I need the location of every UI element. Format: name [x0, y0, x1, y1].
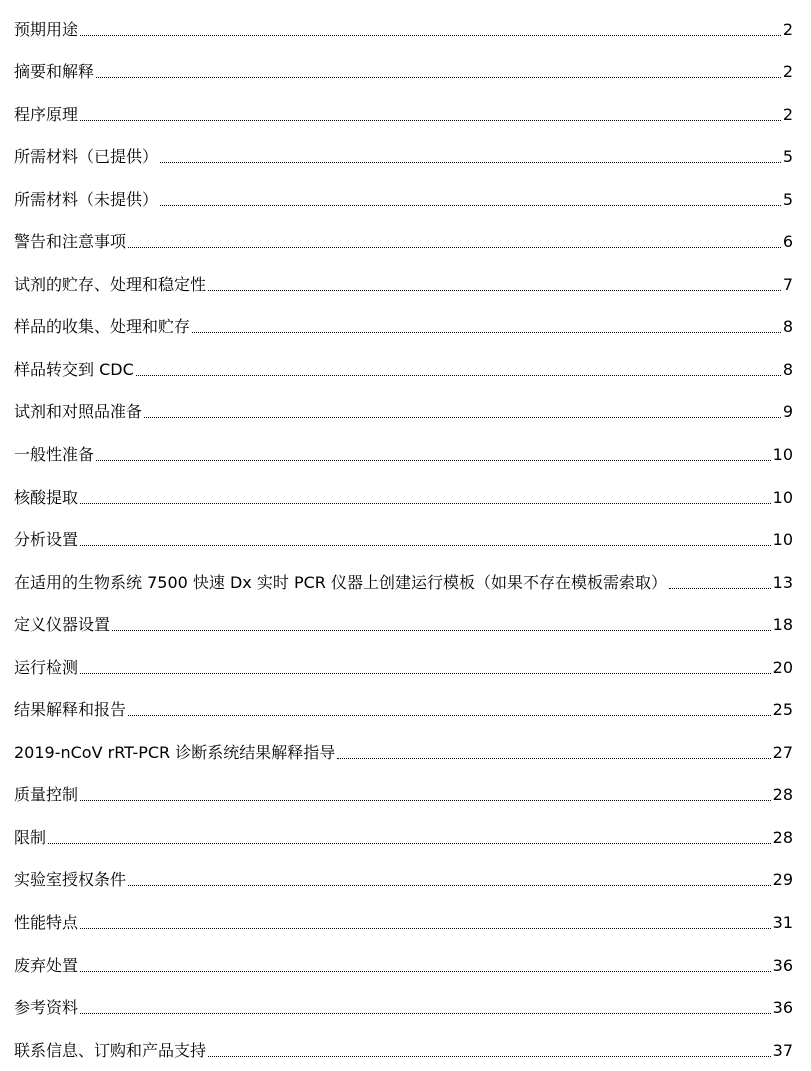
- toc-entry-title: 参考资料: [14, 998, 79, 1018]
- toc-page-number: 10: [772, 530, 793, 550]
- toc-entry-title: 分析设置: [14, 530, 79, 550]
- toc-entry-title: 样品转交到 CDC: [14, 359, 134, 379]
- toc-page-number: 25: [772, 700, 793, 720]
- toc-entry-title: 试剂的贮存、处理和稳定性: [14, 274, 207, 294]
- toc-dot-leader: [80, 673, 771, 674]
- toc-page-number: 10: [772, 487, 793, 507]
- toc-dot-leader: [144, 417, 781, 418]
- toc-dot-leader: [96, 460, 771, 461]
- toc-entry-title: 核酸提取: [14, 487, 79, 507]
- toc-page-number: 27: [772, 742, 793, 762]
- toc-entry[interactable]: [14, 812, 793, 855]
- toc-dot-leader: [96, 77, 781, 78]
- toc-page-number: 10: [772, 445, 793, 465]
- toc-entry-title: 限制: [14, 827, 47, 847]
- toc-entry[interactable]: [14, 217, 793, 260]
- toc-entry-title: 实验室授权条件: [14, 870, 127, 890]
- toc-dot-leader: [128, 885, 771, 886]
- toc-entry-title: 警告和注意事项: [14, 232, 127, 252]
- toc-dot-leader: [128, 247, 781, 248]
- toc-dot-leader: [208, 1056, 771, 1057]
- toc-page-number: 6: [782, 232, 793, 252]
- toc-dot-leader: [128, 715, 771, 716]
- toc-page-number: 8: [782, 359, 793, 379]
- toc-page-number: 36: [772, 955, 793, 975]
- toc-entry[interactable]: [14, 174, 793, 217]
- toc-page-number: 31: [772, 913, 793, 933]
- toc-page-number: 28: [772, 785, 793, 805]
- toc-entry-title: 所需材料（未提供）: [14, 189, 159, 209]
- toc-entry[interactable]: [14, 897, 793, 940]
- toc-entry-title: 运行检测: [14, 657, 79, 677]
- toc-dot-leader: [337, 758, 770, 759]
- toc-dot-leader: [48, 843, 771, 844]
- toc-entry[interactable]: [14, 387, 793, 430]
- toc-entry[interactable]: [14, 259, 793, 302]
- toc-page-number: 36: [772, 998, 793, 1018]
- toc-dot-leader: [80, 1013, 771, 1014]
- toc-entry[interactable]: [14, 685, 793, 728]
- toc-entry[interactable]: [14, 515, 793, 558]
- toc-entry[interactable]: [14, 344, 793, 387]
- toc-entry-title: 摘要和解释: [14, 62, 95, 82]
- toc-entry-title: 所需材料（已提供）: [14, 147, 159, 167]
- toc-entry-title: 试剂和对照品准备: [14, 402, 143, 422]
- toc-entry[interactable]: [14, 429, 793, 472]
- toc-dot-leader: [80, 545, 771, 546]
- toc-entry-title: 定义仪器设置: [14, 615, 111, 635]
- toc-dot-leader: [80, 35, 781, 36]
- toc-page-number: 5: [782, 189, 793, 209]
- toc-entry[interactable]: [14, 89, 793, 132]
- toc-entry[interactable]: [14, 1025, 793, 1068]
- toc-dot-leader: [192, 332, 781, 333]
- toc-entry[interactable]: [14, 302, 793, 345]
- toc-entry[interactable]: [14, 983, 793, 1026]
- toc-entry[interactable]: [14, 642, 793, 685]
- toc-page-number: 13: [772, 572, 793, 592]
- toc-page-number: 18: [772, 615, 793, 635]
- toc-entry[interactable]: [14, 855, 793, 898]
- toc-entry[interactable]: [14, 132, 793, 175]
- toc-page-number: 37: [772, 1040, 793, 1060]
- toc-page-number: 20: [772, 657, 793, 677]
- toc-entry-title: 结果解释和报告: [14, 700, 127, 720]
- toc-page-number: 2: [782, 62, 793, 82]
- toc-entry-title: 2019-nCoV rRT-PCR 诊断系统结果解释指导: [14, 742, 336, 762]
- toc-page-number: 5: [782, 147, 793, 167]
- toc-page-number: 29: [772, 870, 793, 890]
- toc-entry[interactable]: [14, 600, 793, 643]
- toc-dot-leader: [80, 971, 771, 972]
- toc-entry[interactable]: [14, 4, 793, 47]
- toc-page-number: 28: [772, 827, 793, 847]
- toc-entry-title: 联系信息、订购和产品支持: [14, 1040, 207, 1060]
- toc-dot-leader: [80, 928, 771, 929]
- toc-page-number: 9: [782, 402, 793, 422]
- toc-page-number: 7: [782, 274, 793, 294]
- toc-dot-leader: [80, 800, 771, 801]
- toc-dot-leader: [80, 120, 781, 121]
- toc-entry-title: 在适用的生物系统 7500 快速 Dx 实时 PCR 仪器上创建运行模板（如果不存在模板需索取）: [14, 572, 667, 592]
- toc-entry-title: 样品的收集、处理和贮存: [14, 317, 191, 337]
- toc-dot-leader: [80, 503, 771, 504]
- toc-entry-title: 程序原理: [14, 104, 79, 124]
- toc-page-number: 2: [782, 104, 793, 124]
- toc-dot-leader: [160, 205, 781, 206]
- toc-entry-title: 预期用途: [14, 19, 79, 39]
- toc-entry-title: 质量控制: [14, 785, 79, 805]
- toc-page-number: 8: [782, 317, 793, 337]
- toc-page-number: 2: [782, 19, 793, 39]
- toc-entry[interactable]: [14, 47, 793, 90]
- table-of-contents: [14, 4, 793, 1068]
- toc-dot-leader: [112, 630, 771, 631]
- toc-dot-leader: [208, 290, 781, 291]
- toc-entry-title: 性能特点: [14, 913, 79, 933]
- toc-entry[interactable]: [14, 472, 793, 515]
- toc-entry[interactable]: [14, 770, 793, 813]
- toc-entry[interactable]: [14, 727, 793, 770]
- toc-entry[interactable]: [14, 940, 793, 983]
- toc-dot-leader: [669, 588, 771, 589]
- toc-entry[interactable]: [14, 557, 793, 600]
- toc-dot-leader: [136, 375, 781, 376]
- toc-entry-title: 废弃处置: [14, 955, 79, 975]
- toc-dot-leader: [160, 162, 781, 163]
- toc-entry-title: 一般性准备: [14, 445, 95, 465]
